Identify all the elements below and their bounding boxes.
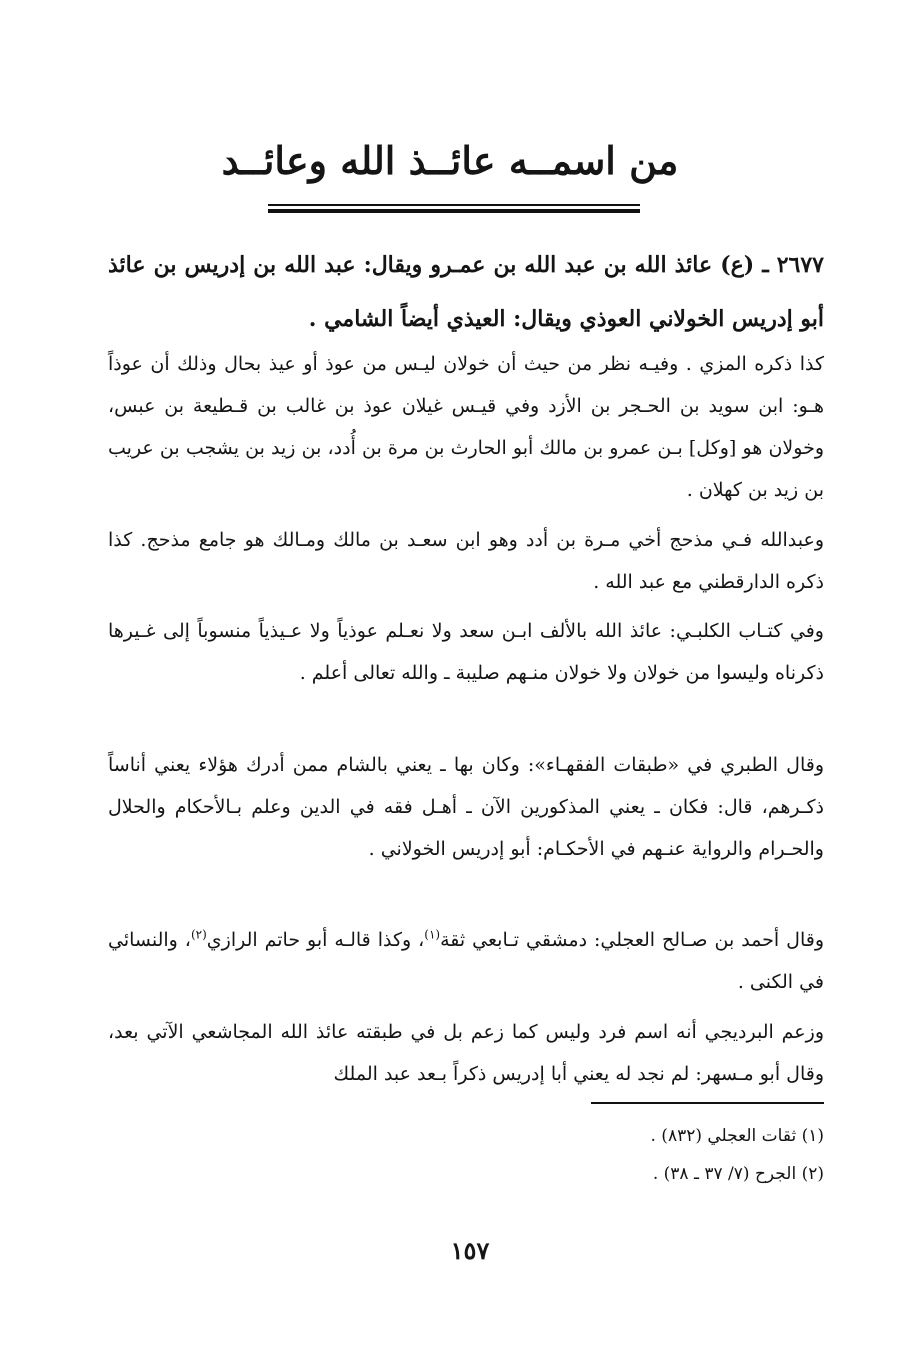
footnote-ref-1: (١): [424, 927, 441, 942]
heading-underline-thick: [268, 209, 640, 213]
paragraph-5-text-c: ، والنسائي في الكنى .: [108, 929, 824, 993]
footnote-1: (١) ثقات العجلي (٨٣٢) .: [650, 1126, 824, 1146]
paragraph-5-text-b: ، وكذا قالـه أبو حاتم الرازي: [206, 929, 425, 951]
page-number: ١٥٧: [450, 1236, 490, 1265]
paragraph-5-text-a: وقال أحمد بن صـالح العجلي: دمشقي تـابعي ثقة: [440, 929, 824, 951]
footnote-2: (٢) الجرح (٧/ ٣٧ ـ ٣٨) .: [652, 1164, 824, 1184]
paragraph-3: وفي كتـاب الكلبـي: عائذ الله بالألف ابـن سعد ولا نعـلم عوذياً ولا عـيذياً منسوباً إلى غـيرها ذكرناه وليسوا من خولان ولا خولان منـهم صليبة ـ والله تعالى أعلم .: [108, 620, 824, 684]
entry-title: ٢٦٧٧ ـ (ع) عائذ الله بن عبد الله بن عمـرو ويقال: عبد الله بن إدريس بن عائذ أبو إدريس الخولاني العوذي ويقال: العيذي أيضاً الشامي .: [108, 252, 824, 332]
heading-underline-thin: [268, 204, 640, 206]
paragraph-5: [108, 919, 824, 1003]
footnote-ref-2: (٢): [190, 927, 207, 942]
paragraph-2: وعبدالله فـي مذحج أخي مـرة بن أدد وهو ابن سعـد بن مالك ومـالك هو جامع مذحج. كذا ذكره الدارقطني مع عبد الله .: [108, 529, 824, 593]
paragraph-1: كذا ذكره المزي . وفيـه نظر من حيث أن خولان ليـس من عوذ أو عيذ بحال وذلك أن عوذاً هـو: ابن سويد بن الحـجر بن الأزد وفي قيـس غيلان عوذ بن غالب بن قـطيعة بن عبس، وخولان هو [وكل] بـن عمرو بن مالك أبو الحارث بن مرة بن أُدد، بن زيد بن يشجب بن عريب بن زيد بن كهلان .: [108, 353, 824, 501]
paragraph-6: وزعم البرديجي أنه اسم فرد وليس كما زعم بل في طبقته عائذ الله المجاشعي الآتي بعد، وقال أبو مـسهر: لم نجد له يعني أبا إدريس ذكراً بـعد عبد الملك: [108, 1021, 824, 1085]
section-heading: من اسمــه عائــذ الله وعائــد: [221, 138, 679, 183]
paragraph-4: وقال الطبري في «طبقات الفقهـاء»: وكان بها ـ يعني بالشام ممن أدرك هؤلاء يعني أناساً ذكـرهم، قال: فكان ـ يعني المذكورين الآن ـ أهـل فقه في الدين وعلم بـالأحكام والحلال والحـرام والرواية عنـهم في الأحكـام: أبو إدريس الخولاني .: [108, 754, 824, 860]
footnote-separator: [591, 1102, 824, 1104]
